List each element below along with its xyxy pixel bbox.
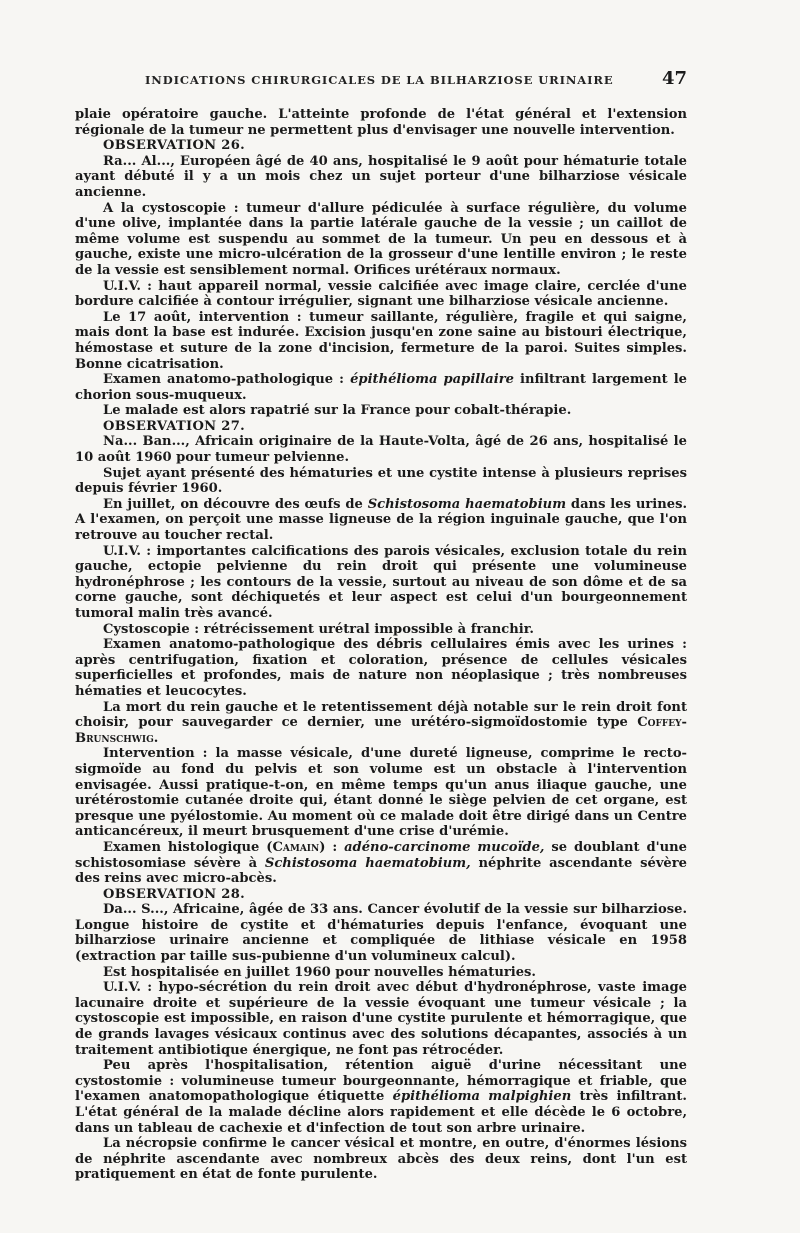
obs27-p3-italic: Schistosoma haematobium <box>367 496 567 512</box>
obs28-paragraph-4 <box>75 1058 687 1136</box>
obs27-paragraph-4: U.I.V. : importantes calcifications des parois vésicales, exclusion totale du rein gauche, ectopie pelvienne du rein droit qui présente une volumineuse hydronéphrose ; les contours de la vessie, surtout au niveau de son dôme et de sa corne gauche, sont déchiquetés et leur aspect est celui d'un bourgeonnement tumoral malin très avancé. <box>75 543 687 621</box>
intro-paragraph: plaie opératoire gauche. L'atteinte profonde de l'état général et l'extension régionale de la tumeur ne permettent plus d'envisager une nouvelle intervention. <box>75 107 687 138</box>
obs28-paragraph-2: Est hospitalisée en juillet 1960 pour nouvelles hématuries. <box>103 964 536 980</box>
obs26-paragraph-2: A la cystoscopie : tumeur d'allure pédiculée à surface régulière, du volume d'une olive, implantée dans la partie latérale gauche de la vessie ; un caillot de même volume est suspendu au sommet de la tumeur. Un peu en dessous et à gauche, existe une micro-ulcération de la grosseur d'une lentille environ ; le reste de la vessie est sensiblement normal. Orifices urétéraux normaux. <box>75 200 687 278</box>
obs28-p4-text-a: Peu après l'hospitalisation, rétention aiguë d'urine nécessitant une cystostomie : volumineuse tumeur bourgeonnante, hémorragique et friable, que l'examen anatomopathologique étiquette <box>75 1058 687 1105</box>
obs27-p7-text-a: La mort du rein gauche et le retentissement déjà notable sur le rein droit font choisir, pour sauvegarder ce dernier, une urétéro-sigmoïdostomie type <box>75 699 687 731</box>
obs26-paragraph-1: Ra... Al..., Européen âgé de 40 ans, hospitalisé le 9 août pour hématurie totale ayant débuté il y a un mois chez un sujet porteur d'une bilharziose vésicale ancienne. <box>75 153 687 200</box>
obs27-paragraph-1: Na... Ban..., Africain originaire de la Haute-Volta, âgé de 26 ans, hospitalisé le 10 août 1960 pour tumeur pelvienne. <box>75 434 687 466</box>
obs27-p3-text-a: En juillet, on découvre des œufs de <box>103 496 368 512</box>
observation-28-title: OBSERVATION 28. <box>103 886 245 902</box>
obs27-paragraph-5: Cystoscopie : rétrécissement urétral impossible à franchir. <box>103 621 534 637</box>
obs27-paragraph-9 <box>75 840 687 887</box>
obs27-paragraph-7 <box>75 700 687 747</box>
obs28-paragraph-1: Da... S..., Africaine, âgée de 33 ans. Cancer évolutif de la vessie sur bilharziose. Longue histoire de cystite et d'hématuries depuis l'enfance, évoquant une bilharziose urinaire ancienne et compliquée de lithiase vésicale en 1958 (extraction par taille sus-pubienne d'un volumineux calcul). <box>75 902 687 965</box>
obs26-paragraph-6: Le malade est alors rapatrié sur la France pour cobalt-thérapie. <box>103 403 572 419</box>
observation-26-title: OBSERVATION 26. <box>103 138 245 154</box>
obs26-paragraph-5 <box>75 372 687 403</box>
obs27-p9-italic-1: adéno-carcinome mucoïde, <box>344 839 545 855</box>
obs27-p9-text-c: se doublant d'une schistosomiase sévère à <box>75 839 687 871</box>
obs27-p9-italic-2: Schistosoma haematobium, <box>264 855 471 871</box>
obs27-p3-text-b: dans les urines. A l'examen, on perçoit une masse ligneuse de la région inguinale gauche, que l'on retrouve au toucher rectal. <box>75 496 688 544</box>
obs27-p9-text-d: néphrite ascendante sévère des reins avec micro-abcès. <box>75 855 687 887</box>
obs28-paragraph-3: U.I.V. : hypo-sécrétion du rein droit avec début d'hydronéphrose, vaste image lacunaire droite et supérieure de la vessie évoquant une tumeur vésicale ; la cystoscopie est impossible, en raison d'une cystite purulente et hémorragique, que de grands lavages vésicaux continus avec des solutions décapantes, associés à un traitement antibiotique énergique, ne font pas rétrocéder. <box>75 980 687 1058</box>
obs27-p9-text-a: Examen histologique ( <box>103 839 273 855</box>
obs26-p5-italic: épithélioma papillaire <box>350 372 514 388</box>
page-body <box>75 107 687 1183</box>
obs27-p9-smallcaps: Camain <box>272 839 320 855</box>
page-number: 47 <box>661 68 687 89</box>
running-title: INDICATIONS CHIRURGICALES DE LA BILHARZIOSE URINAIRE <box>145 73 614 87</box>
obs28-p4-italic: épithélioma malpighien <box>392 1089 572 1105</box>
obs27-paragraph-3 <box>75 497 687 544</box>
obs26-p5-text-a: Examen anatomo-pathologique : <box>103 372 351 388</box>
obs27-p9-text-b: ) : <box>319 839 345 855</box>
obs26-paragraph-4: Le 17 août, intervention : tumeur saillante, régulière, fragile et qui saigne, mais dont la base est indurée. Excision jusqu'en zone saine au bistouri électrique, hémostase et suture de la zone d'incision, fermeture de la paroi. Suites simples. Bonne cicatrisation. <box>75 309 687 372</box>
obs27-p7-smallcaps: Coffey-Brunschwig. <box>75 715 687 746</box>
obs27-paragraph-2: Sujet ayant présenté des hématuries et une cystite intense à plusieurs reprises depuis février 1960. <box>75 465 687 497</box>
obs28-p4-text-b: très infiltrant. L'état général de la malade décline alors rapidement et elle décède le 6 octobre, dans un tableau de cachexie et d'infection de tout son arbre urinaire. <box>75 1089 687 1136</box>
obs27-paragraph-8: Intervention : la masse vésicale, d'une dureté ligneuse, comprime le recto-sigmoïde au fond du pelvis et son volume est un obstacle à l'intervention envisagée. Aussi pratique-t-on, en même temps qu'un anus iliaque gauche, une urétérostomie cutanée droite qui, étant donné le siège pelvien de cet organe, est presque une pyélostomie. Au moment où ce malade doit être dirigé dans un Centre anticancéreux, il meurt brusquement d'une crise d'urémie. <box>75 746 687 840</box>
obs26-paragraph-3: U.I.V. : haut appareil normal, vessie calcifiée avec image claire, cerclée d'une bordure calcifiée à contour irrégulier, signant une bilharziose vésicale ancienne. <box>75 278 687 310</box>
obs26-p5-text-b: infiltrant largement le chorion sous-muqueux. <box>75 372 688 403</box>
obs27-paragraph-6: Examen anatomo-pathologique des débris cellulaires émis avec les urines : après centrifugation, fixation et coloration, présence de cellules vésicales superficielles et profondes, mais de nature non néoplasique ; très nombreuses hématies et leucocytes. <box>75 637 687 699</box>
page-header <box>75 68 687 89</box>
obs28-paragraph-5: La nécropsie confirme le cancer vésical et montre, en outre, d'énormes lésions de néphrite ascendante avec nombreux abcès des deux reins, dont l'un est pratiquement en état de fonte purulente. <box>75 1136 687 1183</box>
observation-27-title: OBSERVATION 27. <box>103 418 245 434</box>
